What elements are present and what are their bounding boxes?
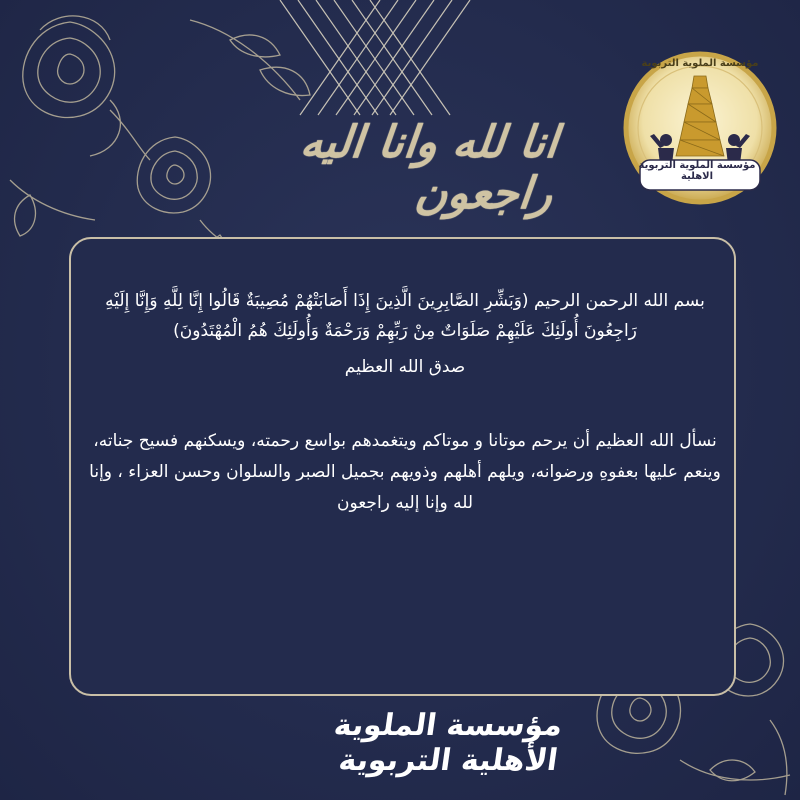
logo-ring-text: مؤسسة الملوية التربوية (641, 58, 759, 69)
heading-calligraphy: انا لله وانا اليه راجعون (297, 116, 561, 219)
diagonal-lines-decoration (270, 0, 480, 120)
logo-caption: مؤسسة الملوية التربوية الاهلية (638, 160, 756, 182)
sadaq-line: صدق الله العظيم (344, 357, 466, 377)
quran-verse: بسم الله الرحمن الرحيم (وَبَشِّرِ الصَّابِرِينَ الَّذِينَ إِذَا أَصَابَتْهُمْ مُصِيبَةٌ قَالُوا إِنَّا لِلَّهِ وَإِنَّا إِلَيْهِ رَاجِعُونَ أُولَئِكَ عَلَيْهِمْ صَلَوَاتٌ مِنْ رَبِّهِمْ وَرَحْمَةٌ وَأُولَئِكَ هُمُ الْمُهْتَدُونَ) (105, 291, 705, 341)
panel-content (85, 286, 725, 519)
condolence-prayer: نسأل الله العظيم أن يرحم موتانا و موتاكم ويتغمدهم بواسع رحمته، ويسكنهم فسيح جناته، وينعم عليها بعفوهِ ورضوانه، ويلهم أهلهم وذويهم بجميل الصبر والسلوان وحسن العزاء ، وإنا لله وإنا إليه راجعون (89, 431, 721, 513)
institution-logo (620, 48, 780, 208)
footer-calligraphy: مؤسسة الملوية الأهلية التربوية (331, 708, 565, 778)
